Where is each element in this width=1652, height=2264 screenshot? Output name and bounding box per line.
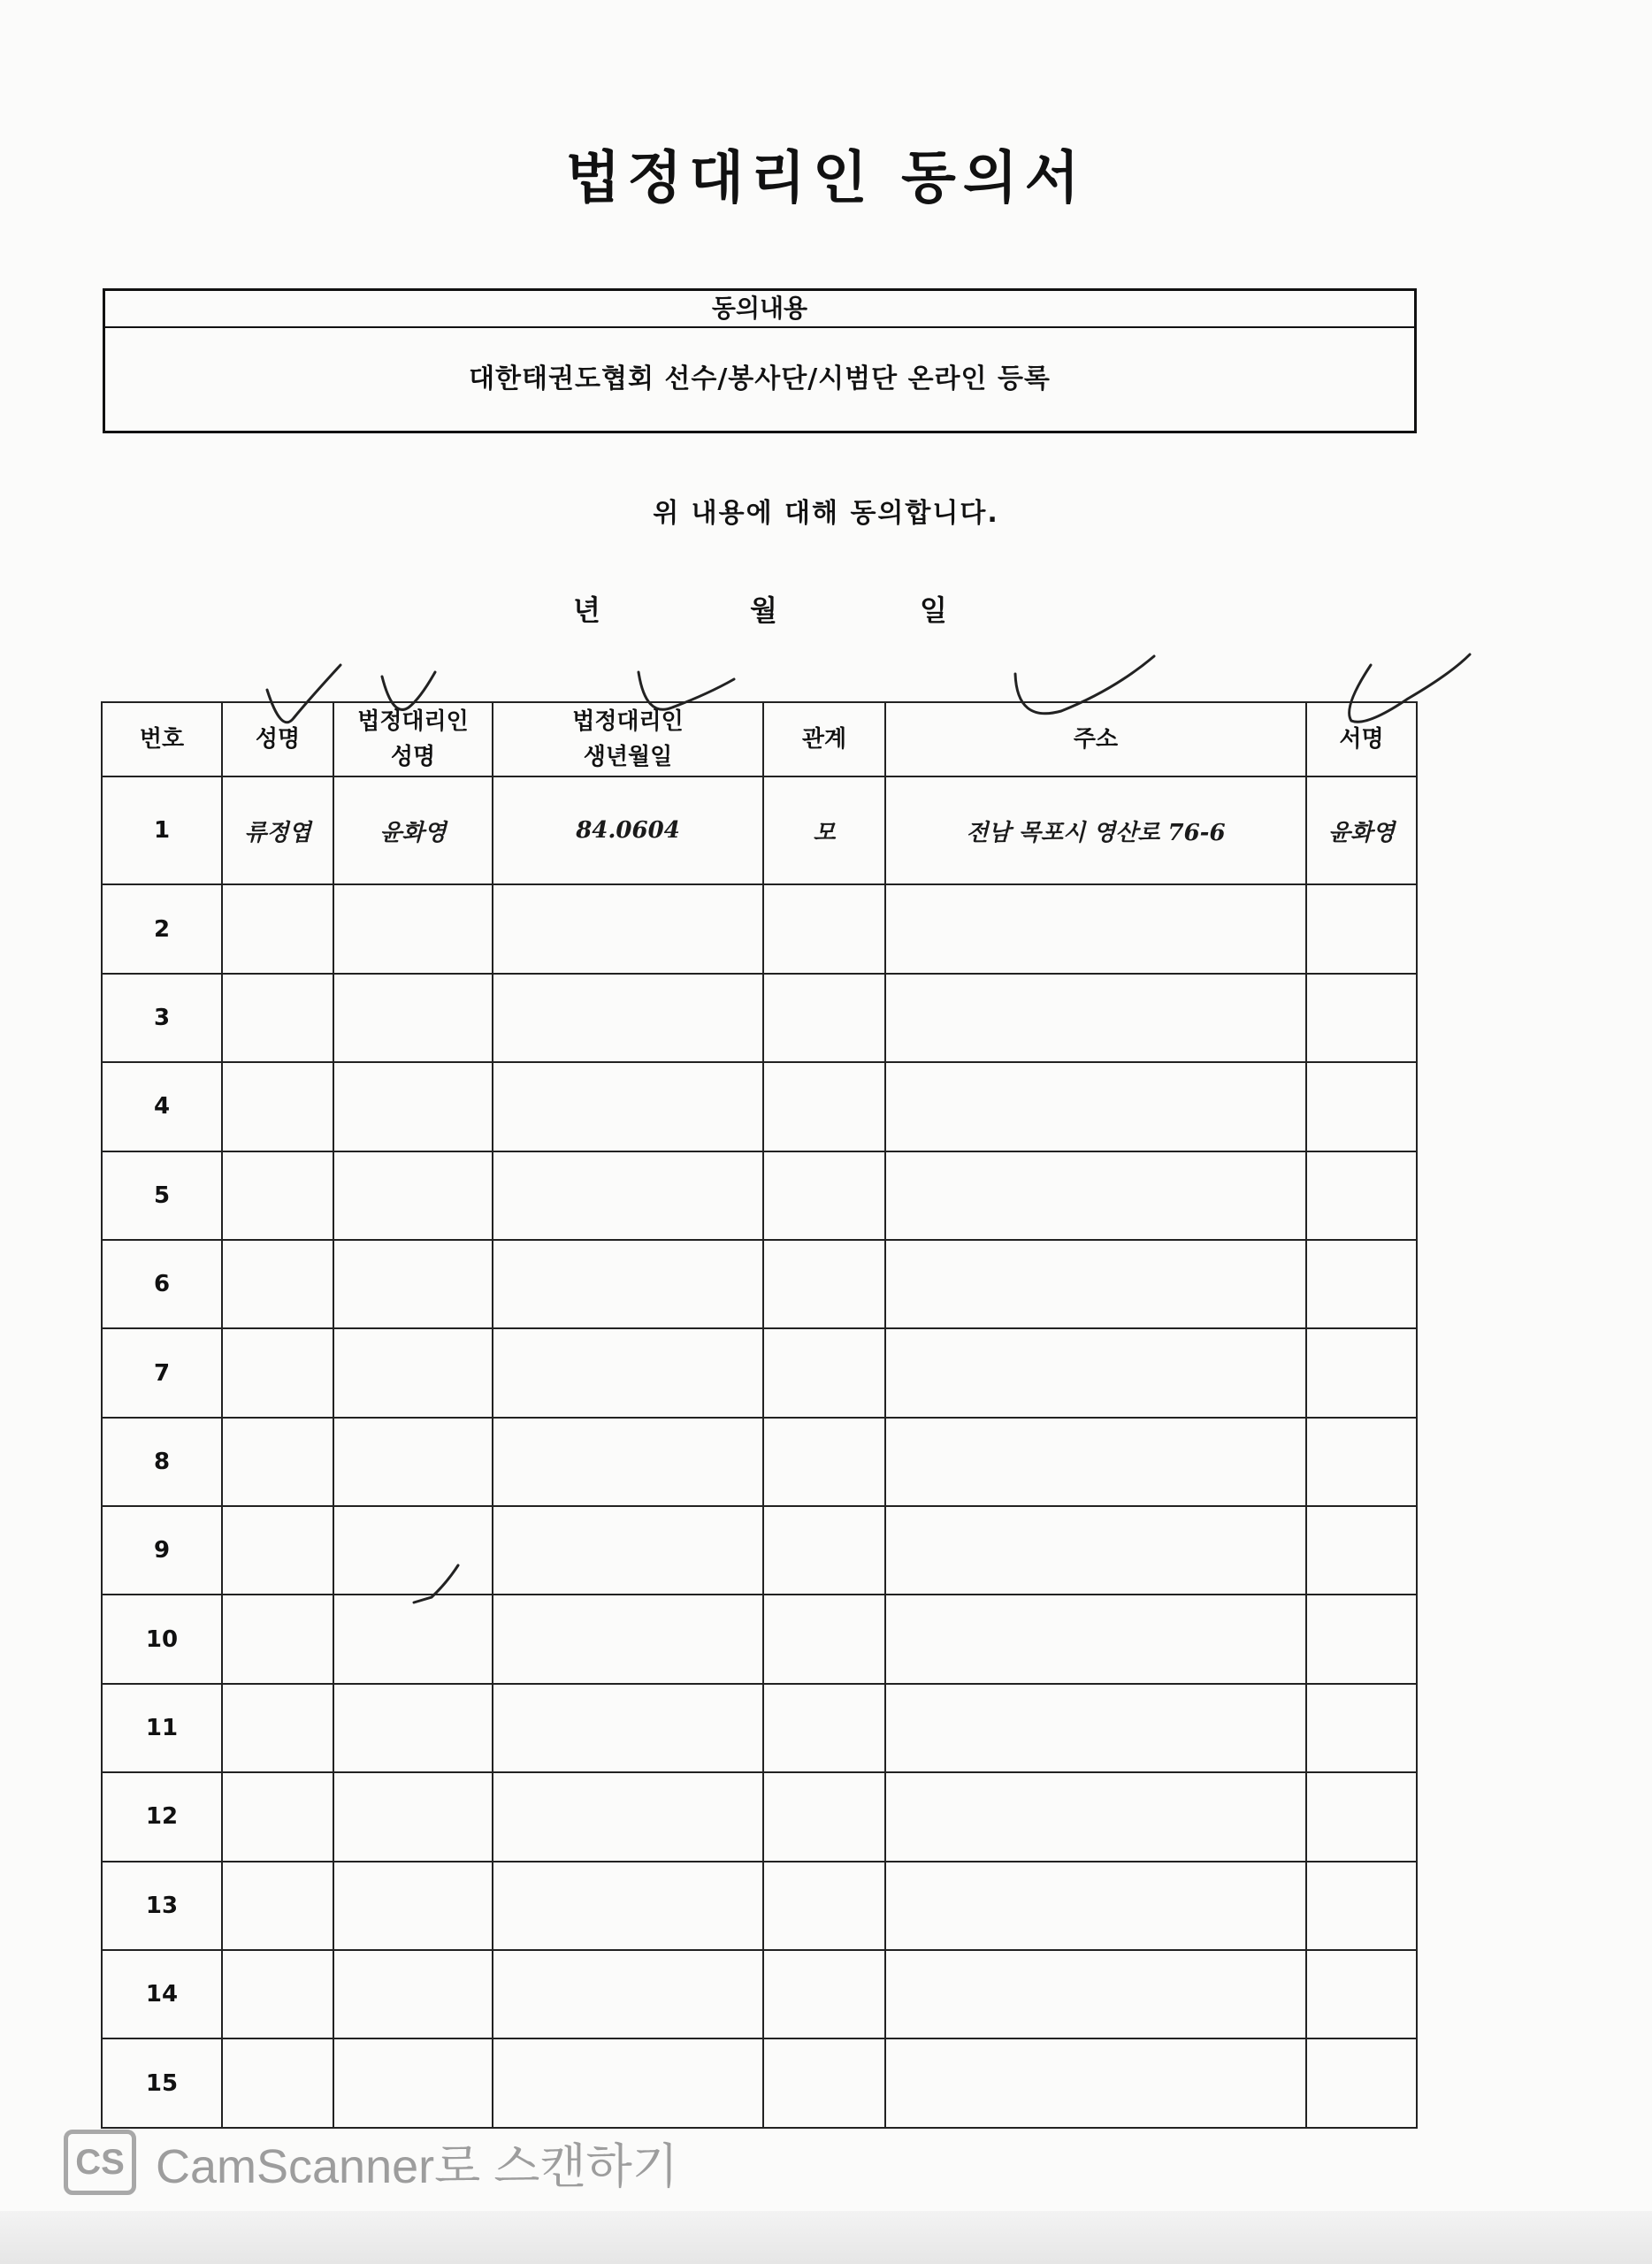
date-month-label: 월	[750, 593, 777, 627]
header-guardian-birth-line1: 법정대리인	[572, 708, 684, 735]
header-guardian-name	[333, 702, 493, 776]
address-cell	[885, 2038, 1306, 2128]
address-cell	[885, 1418, 1306, 1506]
relation-cell	[763, 1062, 885, 1151]
guardian-birth-cell	[493, 1684, 763, 1772]
guardian-birth-cell	[493, 884, 763, 973]
name-cell	[222, 1062, 333, 1151]
name-cell	[222, 884, 333, 973]
guardian-birth-cell	[493, 1240, 763, 1328]
table-row	[102, 1772, 1417, 1861]
name-cell	[222, 1151, 333, 1240]
guardian-name-cell	[333, 974, 493, 1062]
header-guardian-name-line1: 법정대리인	[357, 708, 469, 735]
guardian-name-cell	[333, 1862, 493, 1950]
guardian-birth-cell	[493, 974, 763, 1062]
name-cell	[222, 1772, 333, 1861]
table-header-row	[102, 702, 1417, 776]
guardian-birth-cell	[493, 2038, 763, 2128]
relation-cell	[763, 1772, 885, 1861]
table-row	[102, 1062, 1417, 1151]
relation-cell	[763, 2038, 885, 2128]
name-cell	[222, 1240, 333, 1328]
signature-cell	[1306, 974, 1417, 1062]
camscanner-logo-icon: CS	[64, 2130, 136, 2195]
guardian-name-cell	[333, 1062, 493, 1151]
signature-cell	[1306, 1950, 1417, 2038]
row-number: 7	[102, 1328, 222, 1417]
address-cell	[885, 1862, 1306, 1950]
relation-cell	[763, 1328, 885, 1417]
name-cell	[222, 1595, 333, 1683]
name-cell	[222, 1506, 333, 1595]
guardian-name-cell	[333, 1151, 493, 1240]
guardian-name-cell	[333, 1950, 493, 2038]
guardian-name-cell	[333, 884, 493, 973]
guardian-birth-cell: 84.0604	[493, 776, 763, 884]
relation-cell	[763, 1862, 885, 1950]
guardian-name-cell	[333, 1595, 493, 1683]
header-number: 번호	[102, 702, 222, 776]
table-row	[102, 1328, 1417, 1417]
table-row	[102, 1151, 1417, 1240]
signature-cell	[1306, 1240, 1417, 1328]
relation-cell	[763, 1506, 885, 1595]
header-guardian-name-line2: 성명	[390, 744, 436, 770]
relation-cell	[763, 1240, 885, 1328]
row-number: 1	[102, 776, 222, 884]
header-address: 주소	[885, 702, 1306, 776]
guardian-name-cell	[333, 1418, 493, 1506]
table-body	[102, 776, 1417, 2128]
address-cell	[885, 1772, 1306, 1861]
guardian-name-cell	[333, 2038, 493, 2128]
row-number: 15	[102, 2038, 222, 2128]
agreement-text: 위 내용에 대해 동의합니다.	[653, 498, 999, 529]
row-number: 11	[102, 1684, 222, 1772]
signature-cell	[1306, 1506, 1417, 1595]
guardian-birth-cell	[493, 1772, 763, 1861]
signature-cell	[1306, 1772, 1417, 1861]
consent-box	[103, 288, 1417, 433]
header-guardian-birth	[493, 702, 763, 776]
header-relation: 관계	[763, 702, 885, 776]
address-cell	[885, 884, 1306, 973]
relation-cell	[763, 974, 885, 1062]
signature-cell	[1306, 1684, 1417, 1772]
signature-cell: 윤화영	[1306, 776, 1417, 884]
address-cell	[885, 1950, 1306, 2038]
address-cell	[885, 1240, 1306, 1328]
guardian-birth-cell	[493, 1506, 763, 1595]
guardian-name-cell: 윤화영	[333, 776, 493, 884]
guardian-name-cell	[333, 1328, 493, 1417]
table-row	[102, 2038, 1417, 2128]
date-day-label: 일	[920, 593, 947, 627]
guardian-birth-cell	[493, 1595, 763, 1683]
consent-content: 대한태권도협회 선수/봉사단/시범단 온라인 등록	[469, 363, 1051, 394]
relation-cell	[763, 1418, 885, 1506]
signature-cell	[1306, 1062, 1417, 1151]
row-number: 14	[102, 1950, 222, 2038]
guardian-birth-cell	[493, 1151, 763, 1240]
row-number: 9	[102, 1506, 222, 1595]
table-row	[102, 1950, 1417, 2038]
table-row	[102, 1595, 1417, 1683]
guardian-table	[101, 701, 1418, 2129]
address-cell: 전남 목포시 영산로 76-6	[885, 776, 1306, 884]
name-cell	[222, 974, 333, 1062]
row-number: 3	[102, 974, 222, 1062]
row-number: 4	[102, 1062, 222, 1151]
guardian-birth-cell	[493, 1328, 763, 1417]
guardian-name-cell	[333, 1684, 493, 1772]
date-year-label: 년	[573, 593, 600, 627]
name-cell	[222, 2038, 333, 2128]
address-cell	[885, 1328, 1306, 1417]
relation-cell: 모	[763, 776, 885, 884]
table-row	[102, 974, 1417, 1062]
table-row	[102, 776, 1417, 884]
relation-cell	[763, 884, 885, 973]
signature-cell	[1306, 2038, 1417, 2128]
row-number: 12	[102, 1772, 222, 1861]
table-row	[102, 1506, 1417, 1595]
table-row	[102, 884, 1417, 973]
address-cell	[885, 1595, 1306, 1683]
signature-cell	[1306, 1151, 1417, 1240]
guardian-birth-cell	[493, 1862, 763, 1950]
signature-cell	[1306, 884, 1417, 973]
row-number: 6	[102, 1240, 222, 1328]
scan-shadow	[0, 2211, 1652, 2264]
table-row	[102, 1418, 1417, 1506]
guardian-birth-cell	[493, 1950, 763, 2038]
camscanner-watermark	[64, 2136, 678, 2193]
signature-cell	[1306, 1418, 1417, 1506]
address-cell	[885, 974, 1306, 1062]
guardian-name-cell	[333, 1240, 493, 1328]
signature-cell	[1306, 1328, 1417, 1417]
header-name: 성명	[222, 702, 333, 776]
row-number: 13	[102, 1862, 222, 1950]
name-cell	[222, 1328, 333, 1417]
address-cell	[885, 1062, 1306, 1151]
relation-cell	[763, 1151, 885, 1240]
guardian-birth-cell	[493, 1062, 763, 1151]
address-cell	[885, 1151, 1306, 1240]
name-cell	[222, 1950, 333, 2038]
row-number: 5	[102, 1151, 222, 1240]
table-row	[102, 1684, 1417, 1772]
guardian-name-cell	[333, 1506, 493, 1595]
row-number: 8	[102, 1418, 222, 1506]
row-number: 10	[102, 1595, 222, 1683]
relation-cell	[763, 1595, 885, 1683]
address-cell	[885, 1684, 1306, 1772]
watermark-text: CamScanner로 스캔하기	[156, 2139, 678, 2193]
table-row	[102, 1862, 1417, 1950]
guardian-birth-cell	[493, 1418, 763, 1506]
row-number: 2	[102, 884, 222, 973]
header-signature: 서명	[1306, 702, 1417, 776]
guardian-name-cell	[333, 1772, 493, 1861]
signature-cell	[1306, 1595, 1417, 1683]
address-cell	[885, 1506, 1306, 1595]
table-row	[102, 1240, 1417, 1328]
relation-cell	[763, 1684, 885, 1772]
document-title: 법정대리인 동의서	[565, 146, 1087, 211]
relation-cell	[763, 1950, 885, 2038]
header-guardian-birth-line2: 생년월일	[583, 744, 673, 770]
name-cell	[222, 1684, 333, 1772]
name-cell	[222, 1418, 333, 1506]
name-cell: 류정엽	[222, 776, 333, 884]
signature-cell	[1306, 1862, 1417, 1950]
name-cell	[222, 1862, 333, 1950]
consent-header: 동의내용	[105, 291, 1414, 328]
